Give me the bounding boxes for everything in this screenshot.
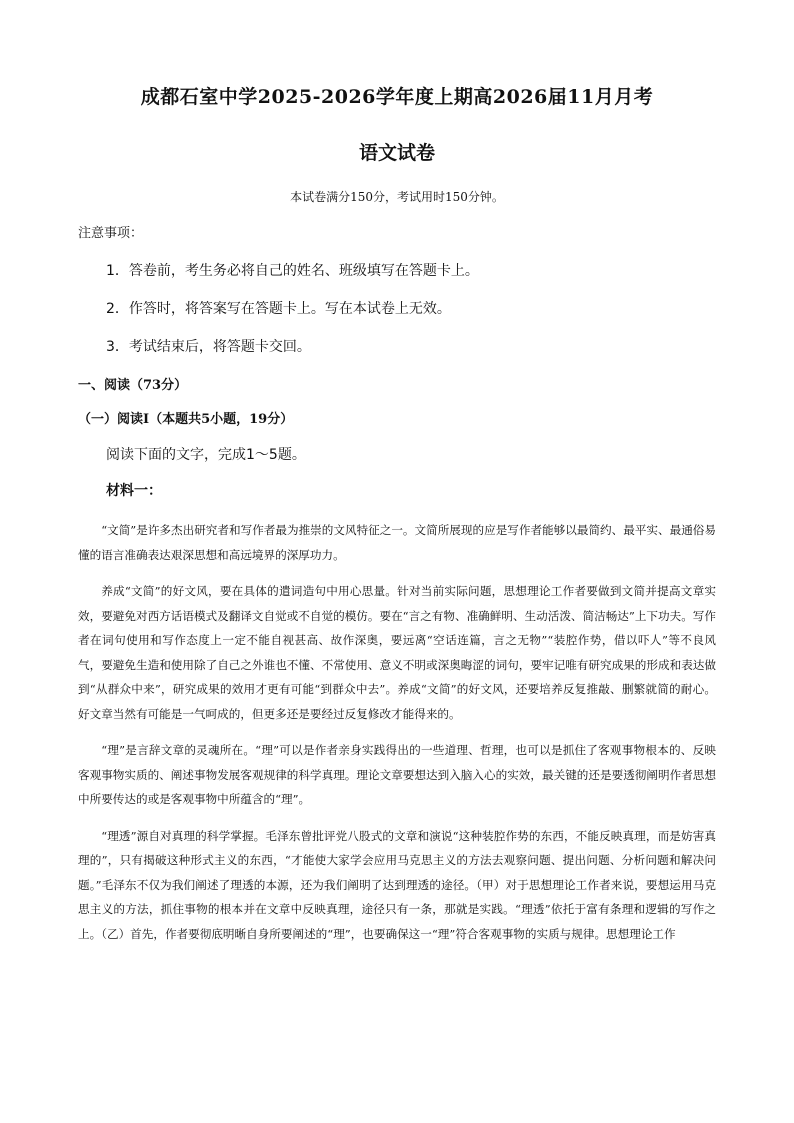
material-paragraph: “理透”源自对真理的科学掌握。毛泽东曾批评党八股式的文章和演说“这种装腔作势的东西，不能反映真理，而是妨害真理的”，只有揭破这种形式主义的东西，“才能使大家学会应用马克思主义的方法去观察问题、提出问题、分析问题和解决问题。”毛泽东不仅为我们阐述了理透的本源，还为我们阐明了达到理透的途径。（甲）对于思想理论工作者来说，要想运用马克思主义的方法，抓住事物的根本并在文章中反映真理，途径只有一条，那就是实践。“理透”依托于富有条理和逻辑的写作之上。（乙）首先，作者要彻底明晰自身所要阐述的“理”，也要确保这一“理”符合客观事物的实质与规律。思想理论工作 bbox=[78, 828, 716, 941]
notice-item: 1．答卷前，考生务必将自己的姓名、班级填写在答题卡上。 bbox=[106, 263, 479, 279]
material-paragraph: “理”是言辞文章的灵魂所在。“理”可以是作者亲身实践得出的一些道理、哲理，也可以是抓住了客观事物根本的、反映客观事物实质的、阐述事物发展客观规律的科学真理。理论文章要想达到入脑入心的实效，最关键的还是要透彻阐明作者思想中所要传达的或是客观事物中所蕴含的“理”。 bbox=[78, 743, 716, 806]
material-label: 材料一： bbox=[106, 483, 162, 499]
subsection-heading: （一）阅读Ⅰ（本题共5小题，19分） bbox=[78, 412, 294, 427]
exam-title: 成都石室中学2025-2026学年度上期高2026届11月月考 bbox=[140, 86, 654, 108]
notice-heading: 注意事项： bbox=[78, 226, 144, 241]
exam-subtitle: 语文试卷 bbox=[358, 142, 435, 164]
reading-instruction: 阅读下面的文字，完成1～5题。 bbox=[106, 447, 306, 463]
notice-item: 3．考试结束后，将答题卡交回。 bbox=[106, 339, 311, 355]
material-paragraph: 养成“文简”的好文风，要在具体的遣词造句中用心思量。针对当前实际问题，思想理论工作者要做到文简并提高文章实效，要避免对西方话语模式及翻译文自觉或不自觉的模仿。要在“言之有物、准确鲜明、生动活泼、简洁畅达”上下功夫。写作者在词句使用和写作态度上一定不能自视甚高、故作深奥，要远离“空话连篇，言之无物”“装腔作势，借以吓人”等不良风气，要避免生造和使用除了自己之外谁也不懂、不常使用、意义不明或深奥晦涩的词句，要牢记唯有研究成果的形成和表达做到“从群众中来”，研究成果的效用才更有可能“到群众中去”。养成“文简”的好文风，还要培养反复推敲、删繁就简的耐心。好文章当然有可能是一气呵成的，但更多还是要经过反复修改才能得来的。 bbox=[78, 584, 716, 721]
material-paragraph: “文简”是许多杰出研究者和写作者最为推崇的文风特征之一。文简所展现的应是写作者能够以最简约、最平实、最通俗易懂的语言准确表达艰深思想和高远境界的深厚功力。 bbox=[78, 523, 716, 562]
section-heading: 一、阅读（73分） bbox=[78, 378, 188, 393]
exam-info: 本试卷满分150分，考试用时150分钟。 bbox=[290, 190, 504, 204]
notice-item: 2．作答时，将答案写在答题卡上。写在本试卷上无效。 bbox=[106, 301, 451, 317]
